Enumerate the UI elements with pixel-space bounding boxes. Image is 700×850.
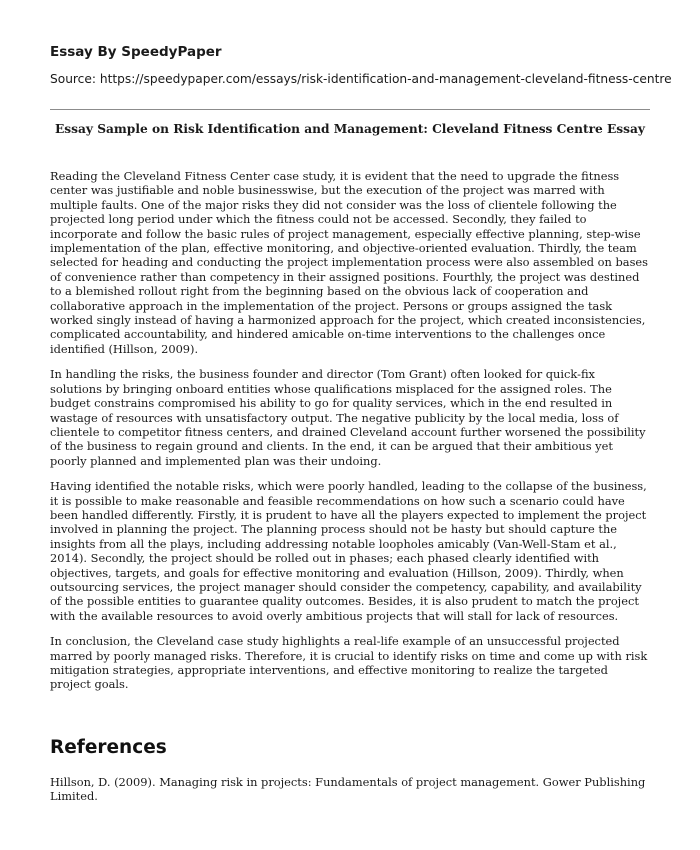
essay-paragraph-4: In conclusion, the Cleveland case study highlights a real-life example of an unsuccessful projected marred by poorly managed risks. Therefore, it is crucial to identify risks on time and come up with risk mitigation strategies, appropriate interventions, and effective monitoring to realize the targeted project goals. (50, 634, 648, 692)
essay-title: Essay Sample on Risk Identification and Management: Cleveland Fitness Centre Essay (54, 122, 646, 136)
references-list (50, 775, 650, 804)
essay-paragraph-1: Reading the Cleveland Fitness Center case study, it is evident that the need to upgrade the fitness center was justifiable and noble businesswise, but the execution of the project was marred with multiple faults. One of the major risks they did not consider was the loss of clientele following the projected long period under which the fitness could not be accessed. Secondly, they failed to incorporate and follow the basic rules of project management, especially effective planning, step-wise implementation of the plan, effective monitoring, and objective-oriented evaluation. Thirdly, the team selected for heading and conducting the project implementation process were also assembled on bases of convenience rather than competency in their assigned positions. Fourthly, the project was destined to a blemished rollout right from the beginning based on the obvious lack of cooperation and collaborative approach in the implementation of the project. Persons or groups assigned the task worked singly instead of having a harmonized approach for the project, which created inconsistencies, complicated accountability, and hindered amicable on-time interventions to the challenges once identified (Hillson, 2009). (50, 169, 649, 356)
essay-paragraph-3: Having identified the notable risks, which were poorly handled, leading to the collapse of the business, it is possible to make reasonable and feasible recommendations on how such a scenario could have been handled differently. Firstly, it is prudent to have all the players expected to implement the project involved in planning the project. The planning process should not be hasty but should capture the insights from all the plays, including addressing notable loopholes amicably (Van-Well-Stam et al., 2014). Secondly, the project should be rolled out in phases; each phased clearly identified with objectives, targets, and goals for effective monitoring and evaluation (Hillson, 2009). Thirdly, when outsourcing services, the project manager should consider the competency, capability, and availability of the possible entities to guarantee quality outcomes. Besides, it is also prudent to match the project with the available resources to avoid overly ambitious projects that will stall for lack of resources. (50, 479, 647, 623)
references-heading: References (50, 737, 167, 758)
essay-paragraph-2: In handling the risks, the business founder and director (Tom Grant) often looked for quick-fix solutions by bringing onboard entities whose qualifications misplaced for the assigned roles. The budget constrains compromised his ability to go for quality services, which in the end resulted in wastage of resources with unsatisfactory output. The negative publicity by the local media, loss of clientele to competitor fitness centers, and drained Cleveland account further worsened the possibility of the business to regain ground and clients. In the end, it can be argued that their ambitious yet poorly planned and implemented plan was their undoing. (50, 367, 646, 468)
document-header-title: Essay By SpeedyPaper (50, 44, 222, 60)
source-link[interactable]: Source: https://speedypaper.com/essays/risk-identification-and-management-cleveland-fitness-centre (50, 72, 672, 86)
essay-body (50, 169, 650, 703)
reference-item: Hillson, D. (2009). Managing risk in projects: Fundamentals of project management. Gower Publishing Limited. (50, 775, 646, 804)
header-divider (50, 109, 650, 110)
